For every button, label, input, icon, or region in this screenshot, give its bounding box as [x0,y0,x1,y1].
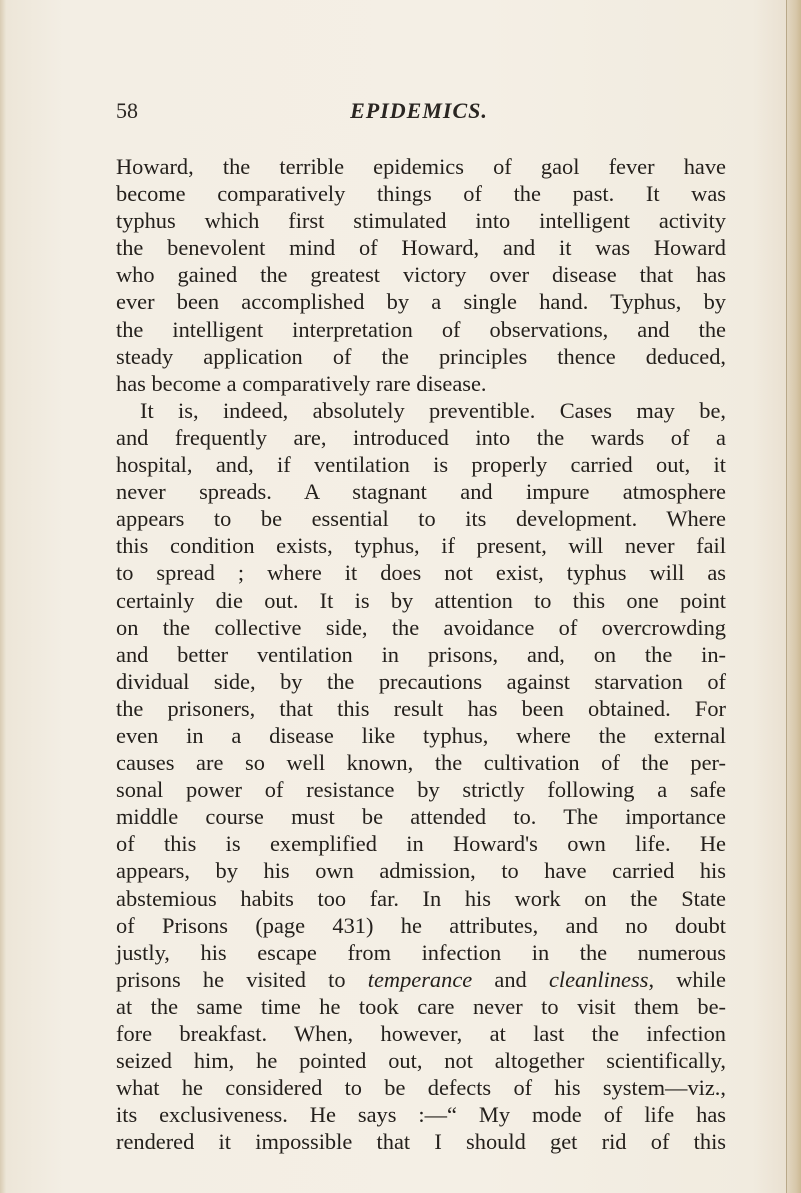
text-line: on the collective side, the avoidance of overcrowding [116,614,726,640]
text-line: appears to be essential to its development. Where [116,506,726,532]
text-line: ever been accomplished by a single hand. Typhus, by [116,289,726,315]
text-line: of this is exemplified in Howard's own life. He [116,831,726,857]
text-line: and frequently are, introduced into the wards of a [116,424,726,450]
chapter-title: EPIDEMICS. [350,98,488,123]
text-line: steady application of the principles thence deduced, [116,343,726,369]
text-line: rendered it impossible that I should get rid of this [116,1129,726,1155]
text-line: has become a comparatively rare disease. [116,370,487,396]
text-line: middle course must be attended to. The importance [116,804,726,830]
text-line: at the same time he took care never to visit them be- [116,993,726,1019]
text-line: dividual side, by the precautions against starvation of [116,668,726,694]
text-line: typhus which first stimulated into intelligent activity [116,208,726,234]
page-number: 58 [116,98,138,123]
text-line: abstemious habits too far. In his work on the State [116,885,726,911]
text-line: of Prisons (page 431) he attributes, and no doubt [116,912,726,938]
page-left-edge [0,0,6,1193]
text-line: to spread ; where it does not exist, typhus will as [116,560,726,586]
text-line: Howard, the terrible epidemics of gaol fever have [116,154,726,179]
text-line: hospital, and, if ventilation is properly carried out, it [116,452,726,478]
text-line: It is, indeed, absolutely preventible. Cases may be, [140,397,726,423]
text-line: its exclusiveness. He says :—“ My mode of life has [116,1102,726,1128]
text-line: the prisoners, that this result has been obtained. For [116,695,726,721]
page-right-edge [786,0,801,1193]
text-line: sonal power of resistance by strictly following a safe [116,777,726,803]
text-line: prisons he visited to temperance and cleanliness, while [116,966,726,992]
text-line: justly, his escape from infection in the numerous [116,939,726,965]
text-line: and better ventilation in prisons, and, on the in- [116,641,726,667]
text-line: never spreads. A stagnant and impure atmosphere [116,479,726,505]
text-line: even in a disease like typhus, where the external [116,722,726,748]
text-line: appears, by his own admission, to have carried his [116,858,726,884]
running-head [116,98,722,128]
text-line: the benevolent mind of Howard, and it was Howard [116,235,726,261]
text-line: causes are so well known, the cultivation of the per- [116,750,726,776]
text-line: certainly die out. It is by attention to this one point [116,587,726,613]
text-line: who gained the greatest victory over disease that has [116,262,726,288]
text-line: become comparatively things of the past. It was [116,181,726,207]
body-text [116,153,726,1155]
emphasis-text: cleanliness [548,966,649,992]
text-line: what he considered to be defects of his system—viz., [116,1075,726,1101]
text-line: the intelligent interpretation of observations, and the [116,316,726,342]
text-line: seized him, he pointed out, not altogether scientifically, [116,1048,726,1074]
text-line: fore breakfast. When, however, at last the infection [116,1021,726,1046]
text-line: this condition exists, typhus, if present, will never fail [116,533,726,559]
emphasis-text: temperance [367,966,473,992]
